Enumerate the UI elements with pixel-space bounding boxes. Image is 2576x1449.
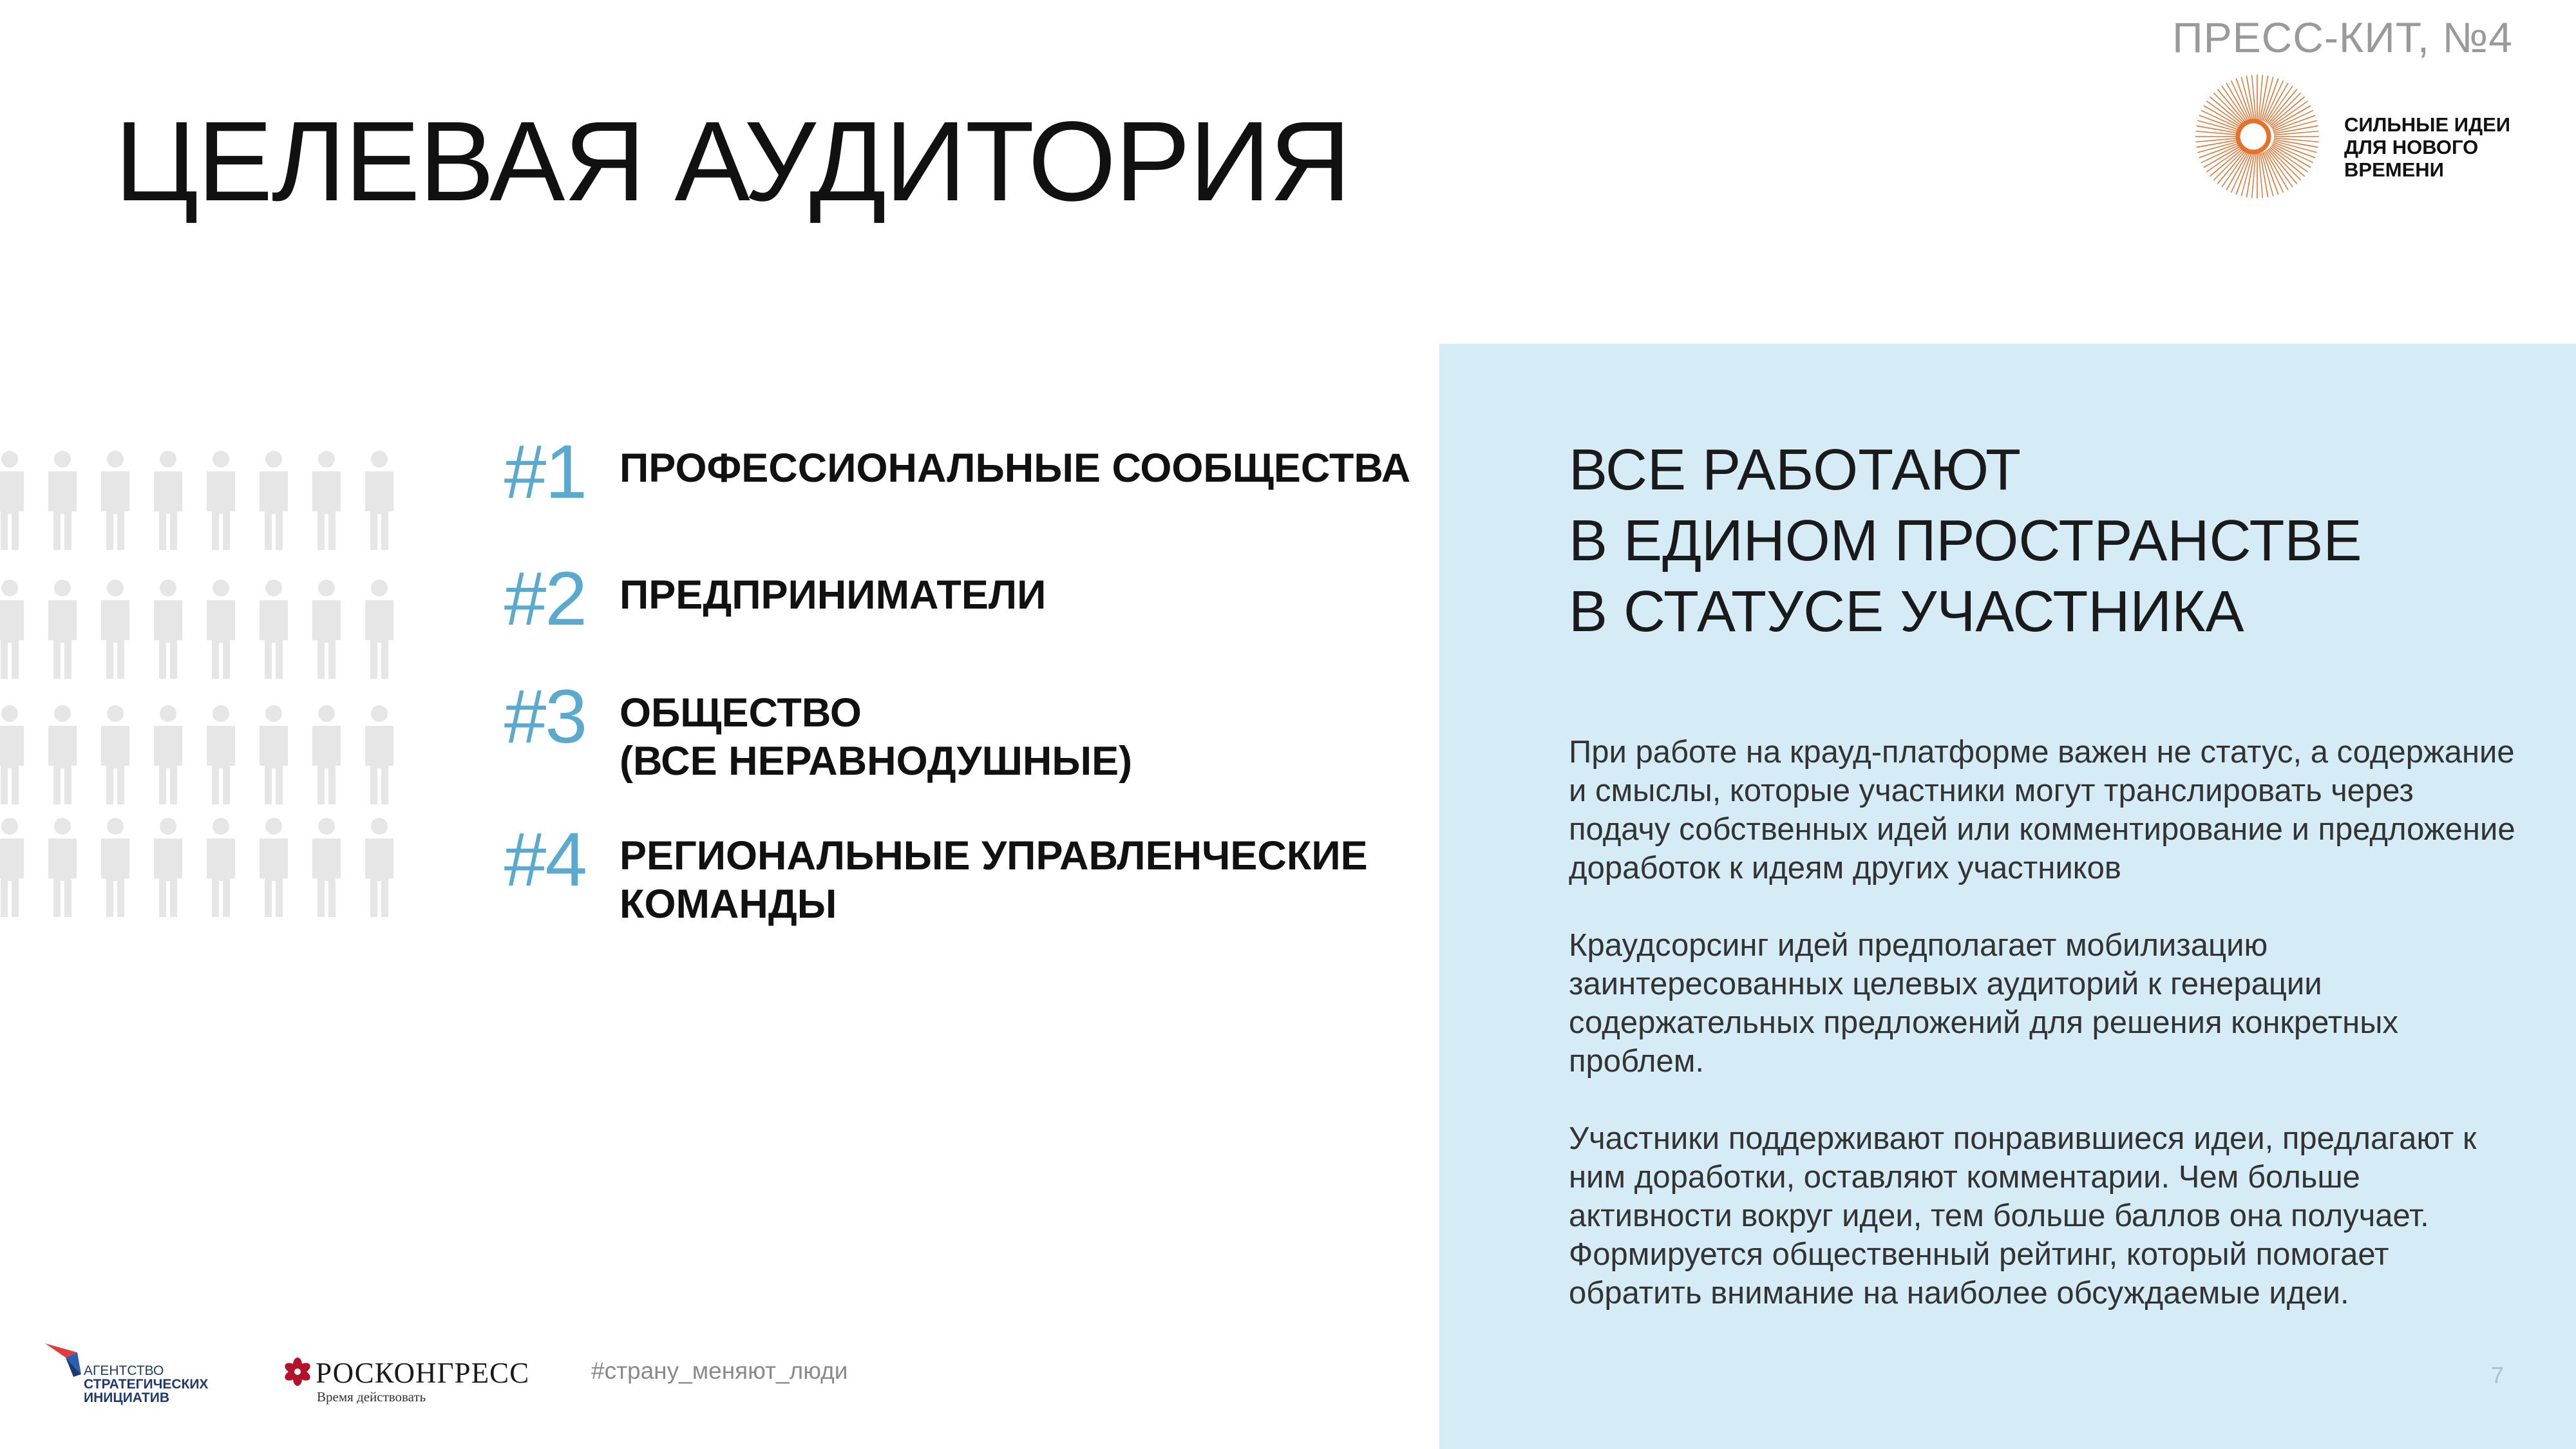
person-icon xyxy=(365,580,393,679)
person-icon xyxy=(312,451,341,550)
panel-title-line: ВСЕ РАБОТАЮТ xyxy=(1569,438,2022,502)
audience-label-line: ПРЕДПРИНИМАТЕЛИ xyxy=(620,573,1046,618)
audience-label xyxy=(620,444,1410,493)
person-icon xyxy=(207,705,235,804)
person-icon xyxy=(260,451,288,550)
roscongress-tagline: Время действовать xyxy=(317,1389,426,1405)
audience-number: #4 xyxy=(504,817,586,902)
audience-label-line: (ВСЕ НЕРАВНОДУШНЫЕ) xyxy=(620,739,1133,784)
audience-label xyxy=(620,832,1368,929)
audience-number: #1 xyxy=(504,430,586,515)
asi-line: ИНИЦИАТИВ xyxy=(84,1390,169,1405)
press-kit-label: ПРЕСС-КИТ, №4 xyxy=(2172,14,2513,61)
person-icon xyxy=(154,580,182,679)
person-icon xyxy=(260,580,288,679)
person-icon xyxy=(101,705,129,804)
brand-line: ДЛЯ НОВОГО xyxy=(2344,136,2479,158)
brand-line: СИЛЬНЫЕ ИДЕИ xyxy=(2344,113,2511,136)
person-icon xyxy=(48,580,77,679)
audience-item xyxy=(477,674,1133,786)
person-icon xyxy=(260,705,288,804)
person-icon xyxy=(48,451,77,550)
person-icon xyxy=(101,580,129,679)
person-icon xyxy=(207,451,235,550)
asi-logo-text xyxy=(84,1364,208,1405)
asi-line: АГЕНТСТВО xyxy=(84,1363,164,1378)
person-icon xyxy=(154,818,182,917)
audience-label-line: ПРОФЕССИОНАЛЬНЫЕ СООБЩЕСТВА xyxy=(620,446,1411,491)
roscongress-name: РОСКОНГРЕСС xyxy=(316,1357,530,1389)
person-icon xyxy=(0,451,24,550)
person-icon xyxy=(154,451,182,550)
audience-item xyxy=(477,556,1046,641)
audience-number: #2 xyxy=(504,556,586,641)
audience-item xyxy=(477,817,1368,929)
person-icon xyxy=(101,451,129,550)
person-icon xyxy=(154,705,182,804)
person-icon xyxy=(365,705,393,804)
panel-title-line: В СТАТУСЕ УЧАСТНИКА xyxy=(1569,580,2244,644)
person-icon xyxy=(48,705,77,804)
person-icon xyxy=(48,818,77,917)
audience-label-line: ОБЩЕСТВО xyxy=(620,690,862,735)
panel-body xyxy=(1569,733,2522,1351)
person-icon xyxy=(365,818,393,917)
audience-label-line: РЕГИОНАЛЬНЫЕ УПРАВЛЕНЧЕСКИЕ xyxy=(620,833,1368,878)
brand-line: ВРЕМЕНИ xyxy=(2344,158,2444,181)
audience-label xyxy=(620,689,1132,786)
panel-paragraph: Участники поддерживают понравившиеся идеи, предлагают к ним доработки, оставляют комментарии. Чем больше активности вокруг идеи, тем больше баллов она получает. Формируется общественный рейтинг, который помогает обратить внимание на наиболее обсуждаемые идеи. xyxy=(1569,1121,2477,1311)
person-icon xyxy=(312,705,341,804)
footer-hashtag: #страну_меняют_люди xyxy=(591,1358,848,1384)
audience-label-line: КОМАНДЫ xyxy=(620,882,837,927)
person-icon xyxy=(101,818,129,917)
person-icon xyxy=(260,818,288,917)
brand-tagline xyxy=(2344,113,2510,181)
asi-line: СТРАТЕГИЧЕСКИХ xyxy=(84,1377,209,1392)
panel-title-line: В ЕДИНОМ ПРОСТРАНСТВЕ xyxy=(1569,509,2362,573)
roscongress-flower-icon xyxy=(283,1358,312,1386)
person-icon xyxy=(312,580,341,679)
person-icon xyxy=(365,451,393,550)
person-icon xyxy=(0,580,24,679)
page-title: ЦЕЛЕВАЯ АУДИТОРИЯ xyxy=(115,99,1350,225)
panel-title xyxy=(1569,435,2362,647)
person-icon xyxy=(0,705,24,804)
audience-number: #3 xyxy=(504,674,586,759)
person-icon xyxy=(312,818,341,917)
audience-item xyxy=(477,430,1411,515)
person-icon xyxy=(207,818,235,917)
panel-paragraph: При работе на крауд-платформе важен не статус, а содержание и смыслы, которые участники могут транслировать через подачу собственных идей или комментирование и предложение доработок к идеям других участников xyxy=(1569,735,2515,886)
people-grid-icon xyxy=(0,444,406,934)
person-icon xyxy=(0,818,24,917)
page-number: 7 xyxy=(2490,1362,2504,1388)
sun-burst-logo-icon xyxy=(2193,72,2322,201)
panel-paragraph: Краудсорсинг идей предполагает мобилизацию заинтересованных целевых аудиторий к генерации содержательных предложений для решения конкретных проблем. xyxy=(1569,928,2398,1079)
person-icon xyxy=(207,580,235,679)
audience-label xyxy=(620,571,1046,620)
